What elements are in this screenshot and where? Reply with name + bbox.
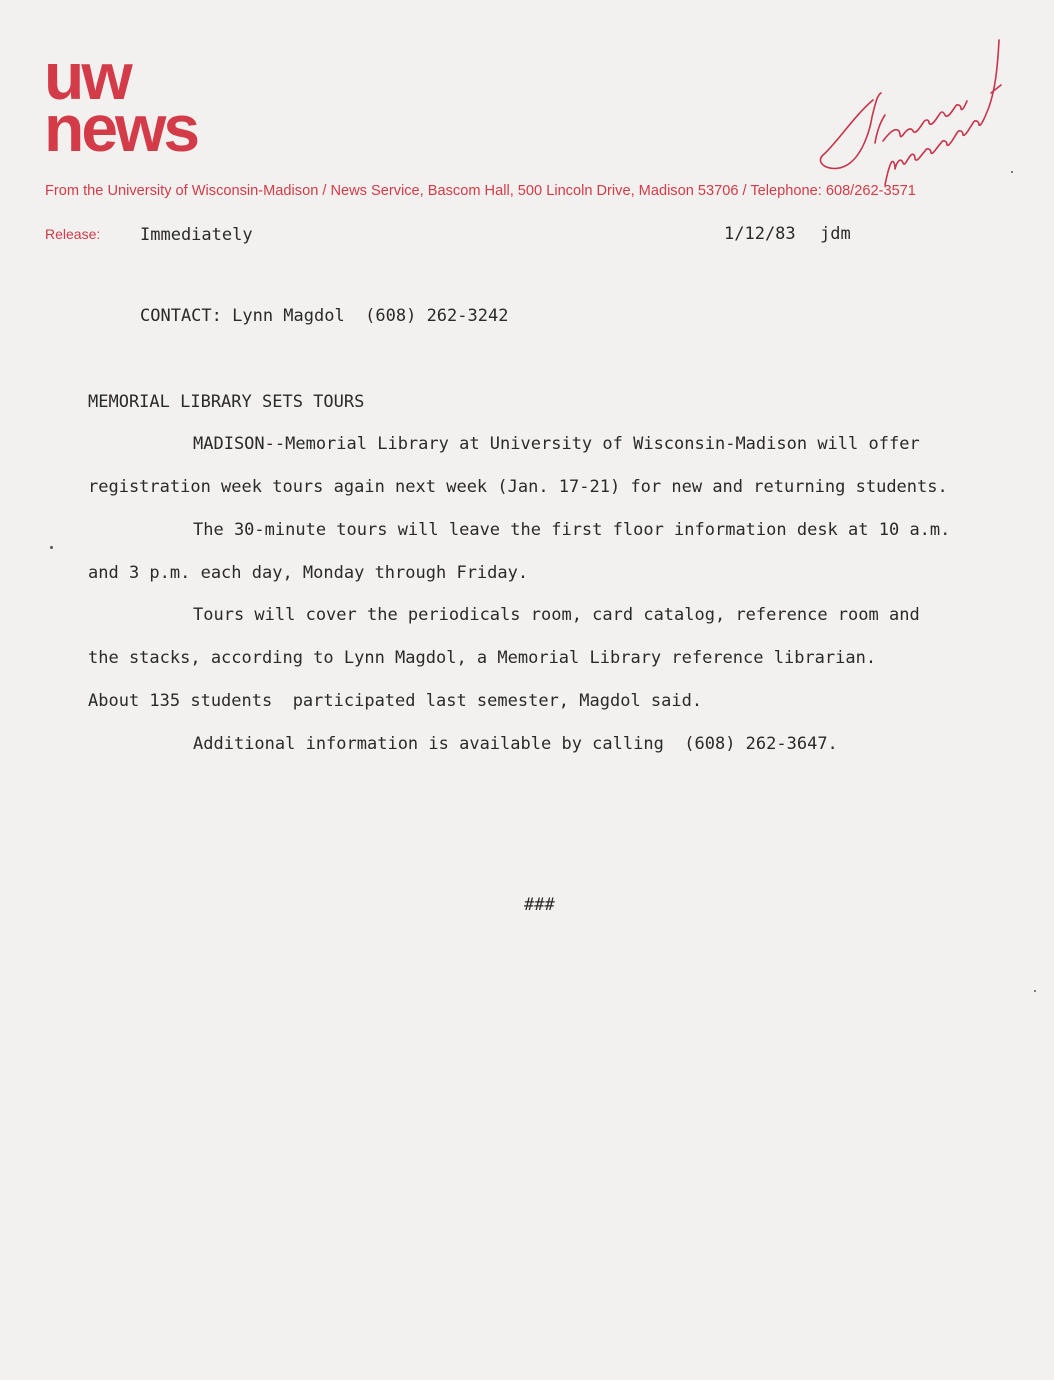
logo-line-uw: uw [44,39,130,113]
logo-line-news: news [44,91,198,165]
body-line: Additional information is available by calling (608) 262-3647. [193,734,838,754]
news-service-address: From the University of Wisconsin-Madison / News Service, Bascom Hall, 500 Lincoln Drive, Madison 53706 / Telephone: 608/262-3571 [45,183,916,199]
paper-speck [50,546,53,549]
release-date: 1/12/83 [724,224,796,244]
body-line: MADISON--Memorial Library at University of Wisconsin-Madison will offer [193,434,920,454]
body-line: Tours will cover the periodicals room, card catalog, reference room and [193,605,920,625]
handwritten-annotation [815,35,1010,195]
body-line: The 30-minute tours will leave the first floor information desk at 10 a.m. [193,520,951,540]
body-line: About 135 students participated last semester, Magdol said. [88,691,703,711]
paper-speck [1034,990,1036,992]
contact-line: CONTACT: Lynn Magdol (608) 262-3242 [140,306,509,326]
body-line: registration week tours again next week (Jan. 17-21) for new and returning students. [88,477,948,497]
paper-speck [1011,171,1013,173]
body-line: and 3 p.m. each day, Monday through Friday. [88,563,529,583]
release-label: Release: [45,226,101,242]
body-line: the stacks, according to Lynn Magdol, a Memorial Library reference librarian. [88,648,877,668]
end-mark: ### [524,895,555,915]
uw-news-logo [44,39,198,165]
release-value: Immediately [140,225,253,245]
author-initials: jdm [820,224,851,244]
headline: MEMORIAL LIBRARY SETS TOURS [88,392,365,412]
